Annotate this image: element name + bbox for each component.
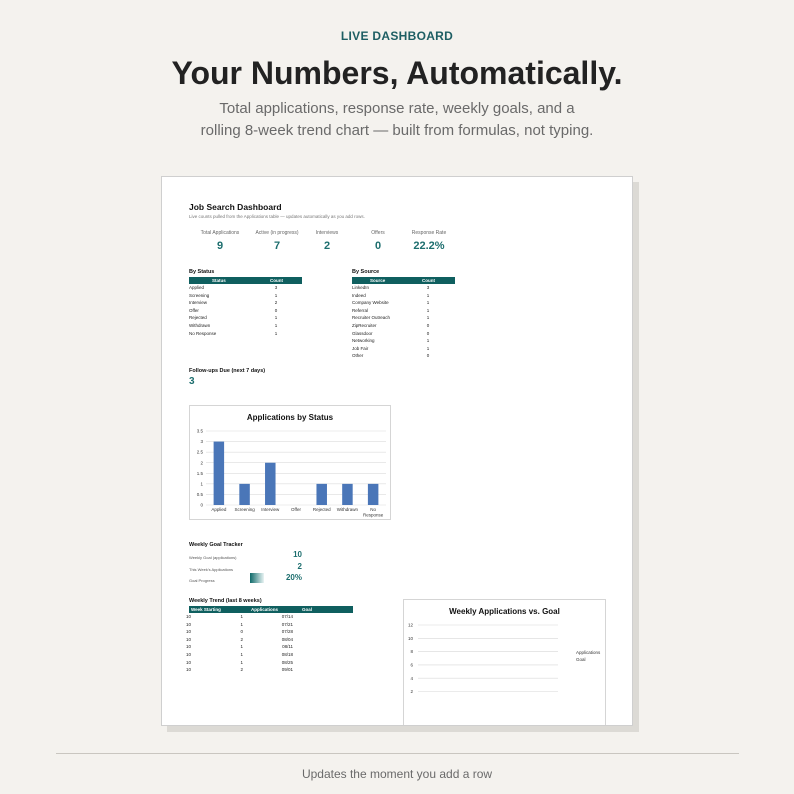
sheet-title: Job Search Dashboard — [189, 202, 282, 212]
table-cell: 1 — [426, 292, 430, 298]
table-cell: Company Website — [352, 300, 389, 306]
trend-col-applications: Applications — [251, 607, 279, 612]
table-cell: Other — [352, 353, 364, 359]
table-cell: 09/01 — [281, 667, 293, 673]
x-tick-label: Withdrawn — [336, 507, 359, 512]
dashboard-sheet — [161, 176, 633, 726]
table-row — [352, 292, 432, 300]
bar — [214, 442, 225, 505]
followups-value: 3 — [189, 376, 195, 387]
trend-col-goal: Goal — [302, 607, 313, 612]
table-row — [189, 299, 284, 307]
trend-header — [189, 606, 353, 613]
table-cell: 1 — [274, 315, 278, 321]
y-tick-label: 1.5 — [196, 470, 203, 476]
y-tick-label: 1 — [200, 481, 203, 487]
table-cell: 1 — [426, 338, 430, 344]
table-cell: 07/21 — [281, 621, 293, 627]
x-tick-label: Applied — [211, 507, 227, 512]
table-cell: 2 — [240, 636, 243, 642]
table-row — [185, 628, 353, 636]
table-cell: 3 — [274, 285, 278, 290]
table-row — [189, 292, 284, 300]
footer-caption: Updates the moment you add a row — [301, 767, 493, 781]
eyebrow-label: LIVE DASHBOARD — [340, 29, 454, 43]
table-cell: 0 — [426, 322, 430, 328]
table-cell: Job Fair — [352, 345, 369, 351]
table-cell: 1 — [240, 614, 243, 619]
table-cell: No Response — [189, 330, 217, 336]
status-chart-title: Applications by Status — [246, 413, 334, 422]
y-tick-label: 10 — [407, 635, 413, 641]
table-row — [185, 666, 353, 674]
legend-entry: Applications — [576, 650, 601, 655]
table-cell: 08/11 — [282, 644, 293, 650]
table-row — [352, 345, 432, 353]
table-cell: Referral — [352, 307, 369, 313]
goal-progress-bar — [250, 573, 264, 583]
by-source-header — [352, 277, 455, 284]
sheet-subtitle: Live counts pulled from the Applications table — updates automatically as you add rows. — [189, 214, 365, 219]
table-row — [185, 659, 353, 667]
table-cell: Indeed — [352, 292, 366, 298]
table-cell: 07/14 — [281, 614, 293, 619]
table-row — [185, 636, 353, 644]
by-status-label: By Status — [189, 269, 215, 275]
kpi-value: 7 — [273, 240, 281, 252]
kpi-value: 22.2% — [413, 240, 445, 252]
kpi-value: 2 — [323, 240, 331, 252]
table-row — [189, 284, 284, 292]
bar — [316, 484, 327, 505]
kpi-value: 0 — [374, 240, 382, 252]
table-cell: 2 — [274, 300, 278, 306]
legend-entry: Goal — [576, 657, 586, 662]
x-tick-label: Screening — [234, 507, 255, 512]
table-cell: Offer — [189, 307, 199, 313]
y-tick-label: 2 — [410, 689, 413, 695]
table-cell: 1 — [240, 659, 243, 665]
table-row — [189, 322, 284, 330]
y-tick-label: 0.5 — [196, 492, 203, 498]
goal-row-label: This Week's Applications — [189, 567, 234, 572]
y-tick-label: 6 — [410, 662, 413, 668]
goal-row-value: 2 — [297, 562, 302, 571]
y-tick-label: 2.5 — [196, 449, 203, 455]
kpi-label: Active (in progress) — [255, 230, 299, 236]
by-status-col-status: Status — [212, 278, 226, 283]
table-cell: 1 — [274, 322, 278, 328]
table-cell: 10 — [185, 659, 191, 665]
table-cell: 08/18 — [281, 651, 293, 657]
by-source-rows — [352, 284, 432, 360]
table-cell: Rejected — [189, 315, 207, 321]
kpi-label: Response Rate — [411, 230, 447, 236]
table-cell: 10 — [185, 651, 191, 657]
table-cell: 10 — [185, 667, 191, 673]
table-row — [352, 337, 432, 345]
table-cell: 0 — [240, 629, 243, 635]
status-chart — [189, 405, 391, 520]
table-cell: Recruiter Outreach — [352, 315, 391, 321]
status-chart-plot — [190, 406, 390, 519]
bar — [265, 463, 276, 505]
y-tick-label: 8 — [410, 649, 413, 655]
table-cell: ZipRecruiter — [352, 322, 377, 328]
hero-subtitle-line-2: rolling 8-week trend chart — built from formulas, not typing. — [200, 122, 594, 139]
y-tick-label: 4 — [410, 675, 413, 681]
table-cell: 1 — [426, 307, 430, 313]
x-tick-label: Offer — [291, 507, 301, 512]
table-cell: 1 — [240, 644, 243, 650]
table-cell: 0 — [426, 353, 430, 359]
table-cell: 1 — [240, 651, 243, 657]
table-cell: 1 — [274, 330, 278, 336]
trend-chart — [403, 599, 606, 726]
by-status-header — [189, 277, 302, 284]
y-tick-label: 12 — [407, 622, 413, 628]
hero-subtitle — [0, 98, 794, 142]
kpi-label: Offers — [371, 230, 385, 236]
table-cell: 0 — [274, 307, 278, 313]
trend-rows — [185, 613, 353, 674]
table-cell: 08/04 — [281, 636, 293, 642]
table-row — [185, 651, 353, 659]
bar — [239, 484, 250, 505]
table-cell: Interview — [189, 300, 208, 306]
table-cell: Screening — [189, 292, 210, 298]
table-row — [352, 322, 432, 330]
table-cell: 08/25 — [281, 659, 293, 665]
table-row — [185, 613, 353, 621]
trend-chart-title: Weekly Applications vs. Goal — [449, 607, 560, 616]
table-cell: Applied — [189, 285, 205, 290]
by-source-label: By Source — [352, 269, 380, 275]
y-tick-label: 3 — [200, 439, 203, 445]
table-cell: Withdrawn — [189, 322, 211, 328]
x-tick-label: Interview — [261, 507, 280, 512]
goal-row-value: 20% — [285, 573, 302, 582]
x-tick-label: No — [370, 507, 377, 512]
table-row — [185, 621, 353, 629]
table-cell: Glassdoor — [352, 330, 373, 336]
hero-title: Your Numbers, Automatically. — [171, 55, 623, 91]
footer-divider — [56, 753, 739, 754]
kpi-value: 9 — [216, 240, 224, 252]
table-row — [352, 284, 432, 292]
table-row — [189, 314, 284, 322]
kpi-label: Total Applications — [200, 230, 240, 236]
table-row — [185, 643, 353, 651]
hero-subtitle-line-1: Total applications, response rate, weekly goals, and a — [219, 100, 575, 117]
by-status-col-count: Count — [270, 278, 283, 283]
table-row — [352, 330, 432, 338]
table-cell: 1 — [426, 315, 430, 321]
trend-chart-plot — [404, 600, 605, 726]
table-cell: 10 — [185, 621, 191, 627]
table-cell: 10 — [185, 644, 191, 650]
kpi-label: Interviews — [315, 230, 339, 236]
bar — [342, 484, 353, 505]
table-cell: 1 — [240, 621, 243, 627]
goal-row-label: Weekly Goal (applications) — [189, 555, 237, 560]
table-cell: 10 — [185, 614, 191, 619]
y-tick-label: 2 — [200, 460, 203, 466]
table-row — [189, 330, 284, 338]
table-cell: 10 — [185, 629, 191, 635]
table-row — [189, 307, 284, 315]
bar — [368, 484, 379, 505]
y-tick-label: 0 — [200, 502, 203, 508]
trend-col-week: Week Starting — [191, 607, 221, 612]
table-cell: 1 — [426, 300, 430, 306]
trend-label: Weekly Trend (last 8 weeks) — [189, 598, 262, 604]
table-cell: 2 — [240, 667, 243, 673]
goal-row-label: Goal Progress — [189, 578, 215, 583]
table-cell: LinkedIn — [352, 285, 370, 290]
goal-row-value: 10 — [293, 550, 302, 559]
table-row — [352, 299, 432, 307]
table-cell: 07/28 — [281, 629, 293, 635]
table-row — [352, 307, 432, 315]
by-source-col-source: Source — [370, 278, 386, 283]
table-cell: 1 — [274, 292, 278, 298]
by-status-rows — [189, 284, 284, 337]
table-cell: 3 — [426, 285, 430, 290]
table-cell: 0 — [426, 330, 430, 336]
table-cell: 10 — [185, 636, 191, 642]
table-cell: Networking — [352, 338, 375, 344]
followups-label: Follow-ups Due (next 7 days) — [189, 368, 266, 374]
table-row — [352, 352, 432, 360]
x-tick-label: Response — [363, 512, 384, 518]
table-row — [352, 314, 432, 322]
by-source-col-count: Count — [422, 278, 435, 283]
y-tick-label: 3.5 — [196, 428, 203, 434]
goal-tracker-label: Weekly Goal Tracker — [189, 542, 243, 548]
x-tick-label: Rejected — [312, 507, 331, 512]
table-cell: 1 — [426, 345, 430, 351]
